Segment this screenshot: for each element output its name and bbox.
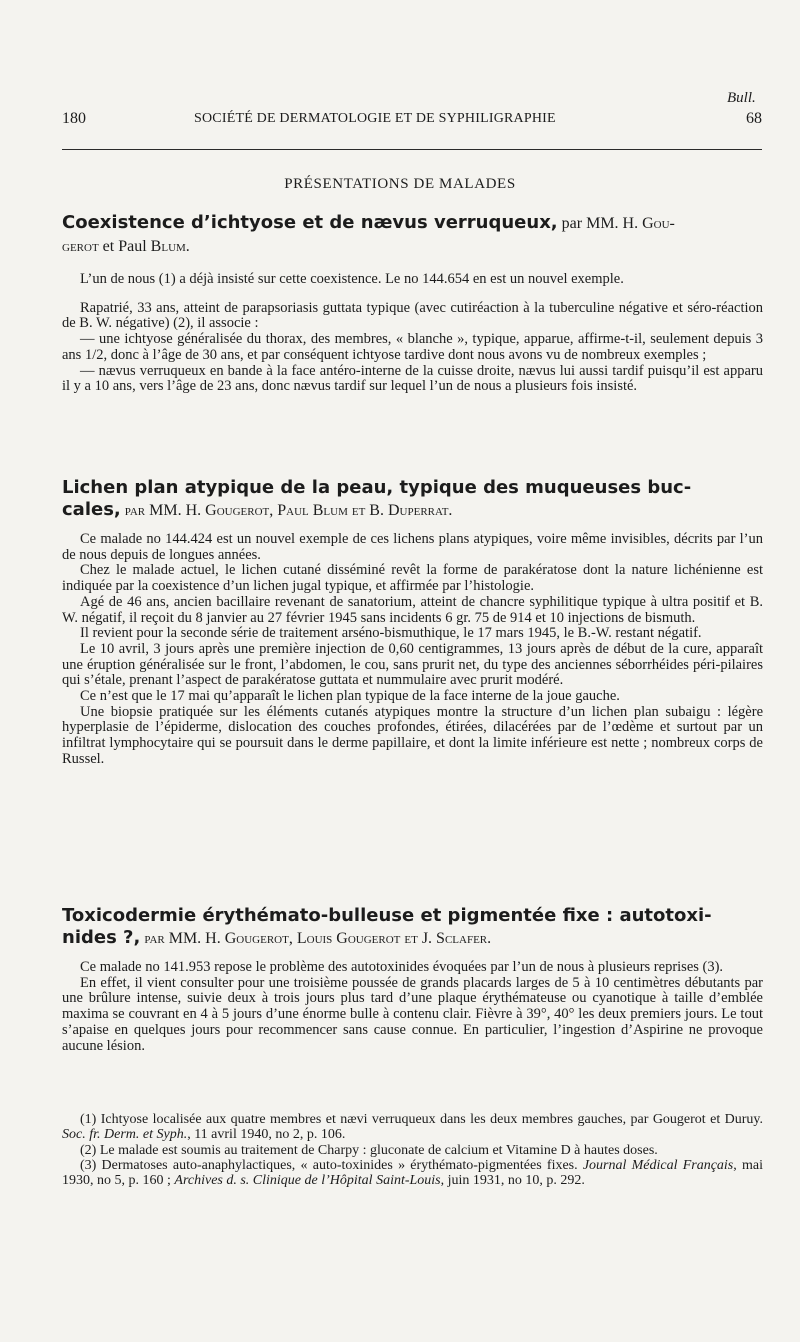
footnote-2: (2) Le malade est soumis au traitement de Charpy : gluconate de calcium et Vitamine D à hautes doses. <box>80 1142 658 1158</box>
section-title: PRÉSENTATIONS DE MALADES <box>284 176 516 192</box>
paragraph: Agé de 46 ans, ancien bacillaire revenant de sanatorium, atteint de chancre syphilitique typique à ultra positif et B. W. négatif, il reçoit du 8 janvier au 27 février 1945 sans incidents 6 gr. 75 de 914 et 10 injections de bismuth. <box>62 593 763 626</box>
footnote-text: , mai 1930, no 5, p. 160 ; <box>62 1157 763 1189</box>
running-header <box>62 110 762 134</box>
paragraph: En effet, il vient consulter pour une troisième poussée de grands placards larges de 5 à 10 centimètres débutants par une brûlure intense, suivie deux à trois jours plus tard d’une plaque érythémateuse ou cyanotique à taille d’emblée maxima se couvrant en 4 à 5 jours d’une énorme bulle à contenu clair. Fièvre à 39°, 40° les deux premiers jours. Le tout s’apaise en quelques jours pour recommencer sans cause connue. En particulier, l’ingestion d’Aspirine ne provoque aucune lésion. <box>62 974 763 1054</box>
title-text: Coexistence d’ichtyose et de nævus verruqueux, <box>62 212 558 233</box>
paragraph: L’un de nous (1) a déjà insisté sur cette coexistence. Le no 144.654 en est un nouvel exemple. <box>80 271 624 287</box>
footnote-journal: Archives d. s. Clinique de l’Hôpital Saint-Louis <box>174 1173 441 1189</box>
article-ichtyose <box>62 212 763 395</box>
article-authors: par MM. H. Gougerot, Louis Gougerot et J. Sclafer. <box>140 930 492 947</box>
page-number: 180 <box>62 110 86 127</box>
paragraph: Chez le malade actuel, le lichen cutané disséminé revêt la forme de parakératose dont la nature lichénienne est indiquée par la coexistence d’un lichen jugal typique, et affirmée par l’histologie. <box>62 562 763 595</box>
footnote-text: , juin 1931, no 10, p. 292. <box>440 1173 585 1189</box>
author-gougerot-a: Gou- <box>642 215 675 232</box>
footnote-text: (3) Dermatoses auto-anaphylactiques, « auto-toxinides » érythémato-pigmentées fixes. <box>80 1157 583 1173</box>
volume-number: 68 <box>746 110 762 127</box>
journal-abbreviation: Bull. <box>727 90 756 106</box>
article-title-cont <box>62 499 763 522</box>
footnote-text: , 11 avril 1940, no 2, p. 106. <box>187 1127 346 1143</box>
author-gougerot-b: gerot <box>62 238 99 255</box>
paragraph: Ce n’est que le 17 mai qu’apparaît le lichen plan typique de la face interne de la joue gauche. <box>80 688 620 705</box>
paragraph: Ce malade no 141.953 repose le problème des autotoxinides évoquées par l’un de nous à plusieurs reprises (3). <box>80 959 724 975</box>
article-title <box>62 477 763 499</box>
article-title <box>62 212 763 235</box>
paragraph: Il revient pour la seconde série de traitement arséno-bismuthique, le 17 mars 1945, le B.-W. restant négatif. <box>80 625 702 642</box>
article-title-cont <box>62 927 763 950</box>
title-text: Lichen plan atypique de la peau, typique des muqueuses buc- <box>62 477 692 498</box>
title-par: par MM. H. <box>557 215 643 232</box>
paragraph: Une biopsie pratiquée sur les éléments cutanés atypiques montre la structure d’un lichen plan subaigu : légère hyperplasie de l’épiderme, dislocation des couches profondes, étirées, dilacérées par de l’œdème et surtout par un infiltrat lymphocytaire qui se poursuit dans le derme papillaire, et dont la limite inférieure est nette ; nombreux corps de Russel. <box>62 703 763 767</box>
header-rule <box>62 149 762 150</box>
article-authors: par MM. H. Gougerot, Paul Blum et B. Duperrat. <box>120 502 453 519</box>
article-title-cont <box>62 235 763 258</box>
footnote-journal: Journal Médical Français <box>582 1157 734 1173</box>
author-blum: Blum. <box>150 238 190 255</box>
paragraph: Rapatrié, 33 ans, atteint de parapsoriasis guttata typique (avec cutiréaction à la tuberculine négative et séro-réaction de B. W. négative) (2), il associe : <box>62 299 763 332</box>
title-text-cont: nides ?, <box>62 927 141 948</box>
footnote-1 <box>62 1112 763 1143</box>
paragraph: — nævus verruqueux en bande à la face antéro-interne de la cuisse droite, nævus lui aussi tardif puisqu’il est apparu il y a 10 ans, vers l’âge de 23 ans, donc nævus tardif sur lequel l’un de nous a plusieurs fois insisté. <box>62 362 763 395</box>
article-lichen <box>62 477 763 768</box>
title-text: Toxicodermie érythémato-bulleuse et pigmentée fixe : autotoxi- <box>62 905 712 926</box>
article-title <box>62 905 763 927</box>
footnote-journal: Soc. fr. Derm. et Syph. <box>62 1127 188 1143</box>
footnotes <box>62 1112 763 1188</box>
footnote-text: (1) Ichtyose localisée aux quatre membres et nævi verruqueux dans les deux membres gauches, par Gougerot et Duruy. <box>80 1112 763 1127</box>
paragraph: Ce malade no 144.424 est un nouvel exemple de ces lichens plans atypiques, voire même invisibles, décrits par l’un de nous depuis de longues années. <box>62 531 763 563</box>
running-title: SOCIÉTÉ DE DERMATOLOGIE ET DE SYPHILIGRAPHIE <box>194 111 556 126</box>
paragraph: Le 10 avril, 3 jours après une première injection de 0,60 centigrammes, 13 jours après de début de la cure, apparaît une éruption généralisée sur le front, l’abdomen, le cou, sans prurit net, du type des anciennes séborrhéides péri-pilaires qui s’étale, prenant l’aspect de parakératose guttata et nummulaire avec prurit modéré. <box>62 640 763 689</box>
title-text-cont: cales, <box>62 499 121 520</box>
paragraph: — une ichtyose généralisée du thorax, des membres, « blanche », typique, apparue, affirme-t-il, seulement depuis 3 ans 1/2, donc à l’âge de 30 ans, et par conséquent ichtyose tardive dont nous avons vu de nombreux exemples ; <box>62 331 763 363</box>
title-and: et Paul <box>98 238 151 255</box>
footnote-3 <box>62 1158 763 1189</box>
article-toxicodermie <box>62 905 763 1054</box>
